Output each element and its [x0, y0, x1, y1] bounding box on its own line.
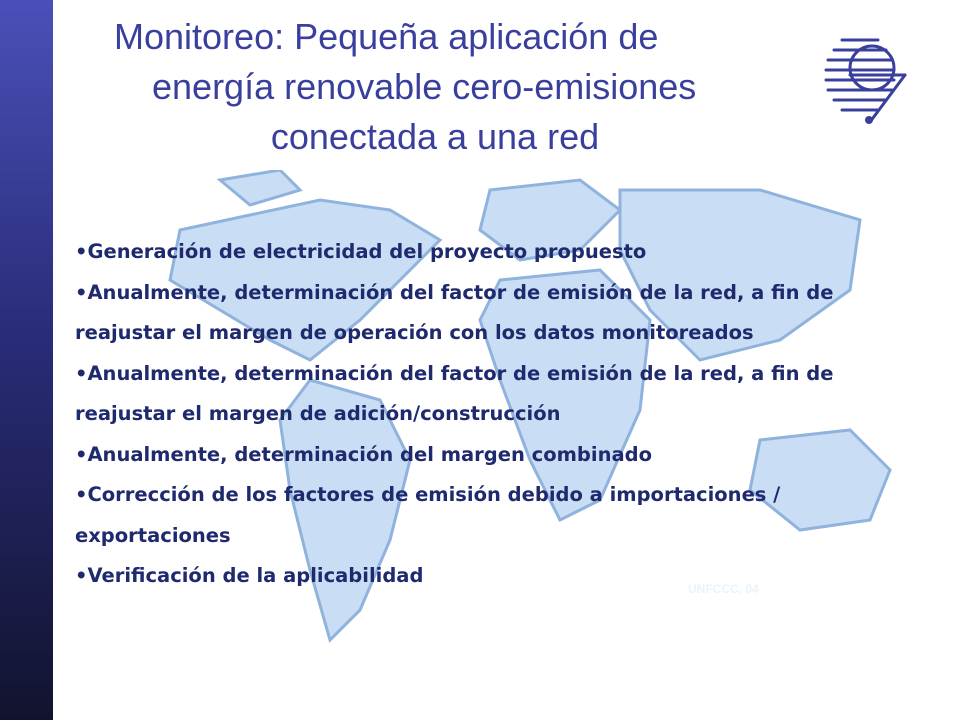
bullet-item: • Generación de electricidad del proyecto propuesto: [75, 232, 865, 273]
slide-title: [100, 12, 820, 162]
title-line-2: energía renovable cero-emisiones: [152, 66, 697, 107]
bullet-item: • Verificación de la aplicabilidad: [75, 556, 865, 597]
watermark-text: UNFCCC, 04: [688, 582, 759, 596]
bullet-item: • Anualmente, determinación del factor de emisión de la red, a fin de reajustar el margen de adición/construcción: [75, 354, 865, 435]
bullet-item: • Corrección de los factores de emisión debido a importaciones / exportaciones: [75, 475, 865, 556]
bullet-list: [75, 232, 865, 597]
title-line-3: conectada a una red: [270, 116, 600, 157]
bullet-item: • Anualmente, determinación del factor de emisión de la red, a fin de reajustar el margen de operación con los datos monitoreados: [75, 273, 865, 354]
title-line-1: Monitoreo: Pequeña aplicación de: [114, 16, 659, 57]
bullet-item: • Anualmente, determinación del margen combinado: [75, 435, 865, 476]
side-bar: [0, 0, 53, 720]
unfccc-logo-icon: [820, 30, 920, 130]
